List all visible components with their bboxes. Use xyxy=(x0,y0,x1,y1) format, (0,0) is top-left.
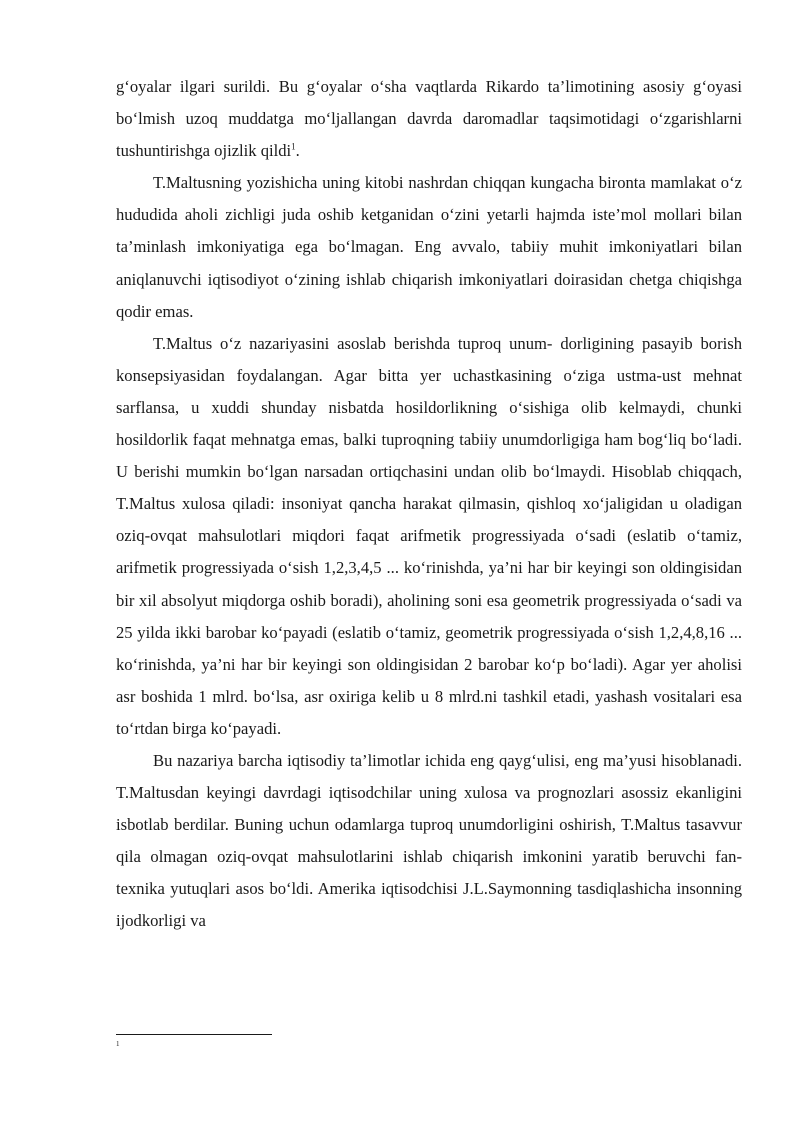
footnote-reference[interactable]: 1 xyxy=(291,141,296,152)
document-body xyxy=(116,71,742,938)
paragraph-soil-fertility: T.Maltus o‘z nazariyasini asoslab berishda tuproq unum- dorligining pasayib borish konsepsiyasidan foydalangan. Agar bitta yer uchastkasining o‘ziga ustma-ust mehnat sarflansa, u xuddi shunday nisbatda hosildorlikning o‘sishiga olib kelmaydi, chunki hosildorlik faqat mehnatga emas, balki tuproqning tabiiy unumdorligiga ham bog‘liq bo‘ladi. U berishi mumkin bo‘lgan narsadan ortiqchasini undan olib bo‘lmaydi. Hisoblab chiqqach, T.Maltus xulosa qiladi: insoniyat qancha harakat qilmasin, qishloq xo‘jaligidan u oladigan oziq-ovqat mahsulotlari miqdori faqat arifmetik progressiyada o‘sadi (eslatib o‘tamiz, arifmetik progressiyada o‘sish 1,2,3,4,5 ... ko‘rinishda, ya’ni har bir keyingi son oldingisidan bir xil absolyut miqdorga oshib boradi), aholining soni esa geometrik progressiyada o‘sadi va 25 yilda ikki barobar ko‘payadi (eslatib o‘tamiz, geometrik progressiyada o‘sish 1,2,4,8,16 ... ko‘rinishda, ya’ni har bir keyingi son oldingisidan 2 barobar ko‘p bo‘ladi). Agar yer aholisi asr boshida 1 mlrd. bo‘lsa, asr oxiriga kelib u 8 mlrd.ni tashkil etadi, yashash vositalari esa to‘rtdan birga ko‘payadi. xyxy=(116,333,742,738)
paragraph-continuation xyxy=(116,71,742,167)
footnote-separator xyxy=(116,1034,272,1035)
paragraph-theory-critique: Bu nazariya barcha iqtisodiy ta’limotlar ichida eng qayg‘ulisi, eng ma’yusi hisoblanadi. T.Maltusdan keyingi davrdagi iqtisodchilar uning xulosa va prognozlari asossiz ekanligini isbotlab berdilar. Buning uchun odamlarga tuproq unumdorligini oshirish, T.Maltus tasavvur qila olmagan oziq-ovqat mahsulotlarini ishlab chiqarish imkonini yaratib beruvchi fan-texnika yutuqlari asos bo‘ldi. Amerika iqtisodchisi J.L.Saymonning tasdiqlashicha insonning ijodkorligi va xyxy=(116,750,742,931)
paragraph-text: g‘oyalar ilgari surildi. Bu g‘oyalar o‘sha vaqtlarda Rikardo ta’limotining asosiy g‘oyasi bo‘lmish uzoq muddatga mo‘ljallangan davrda daromadlar taqsimotidagi o‘zgarishlarni tushuntirishga ojizlik qildi xyxy=(116,77,742,161)
footnote-marker: 1 xyxy=(116,1040,120,1048)
paragraph-maltus-book: T.Maltusning yozishicha uning kitobi nashrdan chiqqan kungacha bironta mamlakat o‘z hududida aholi zichligi juda oshib ketganidan o‘zini yetarli hajmda iste’mol mollari bilan ta’minlash imkoniyatiga ega bo‘lmagan. Eng avvalo, tabiiy muhit imkoniyatlari bilan aniqlanuvchi iqtisodiyot o‘zining ishlab chiqarish imkoniyatlari doirasidan chetga chiqishga qodir emas. xyxy=(116,173,742,321)
sentence-end: . xyxy=(295,141,300,161)
